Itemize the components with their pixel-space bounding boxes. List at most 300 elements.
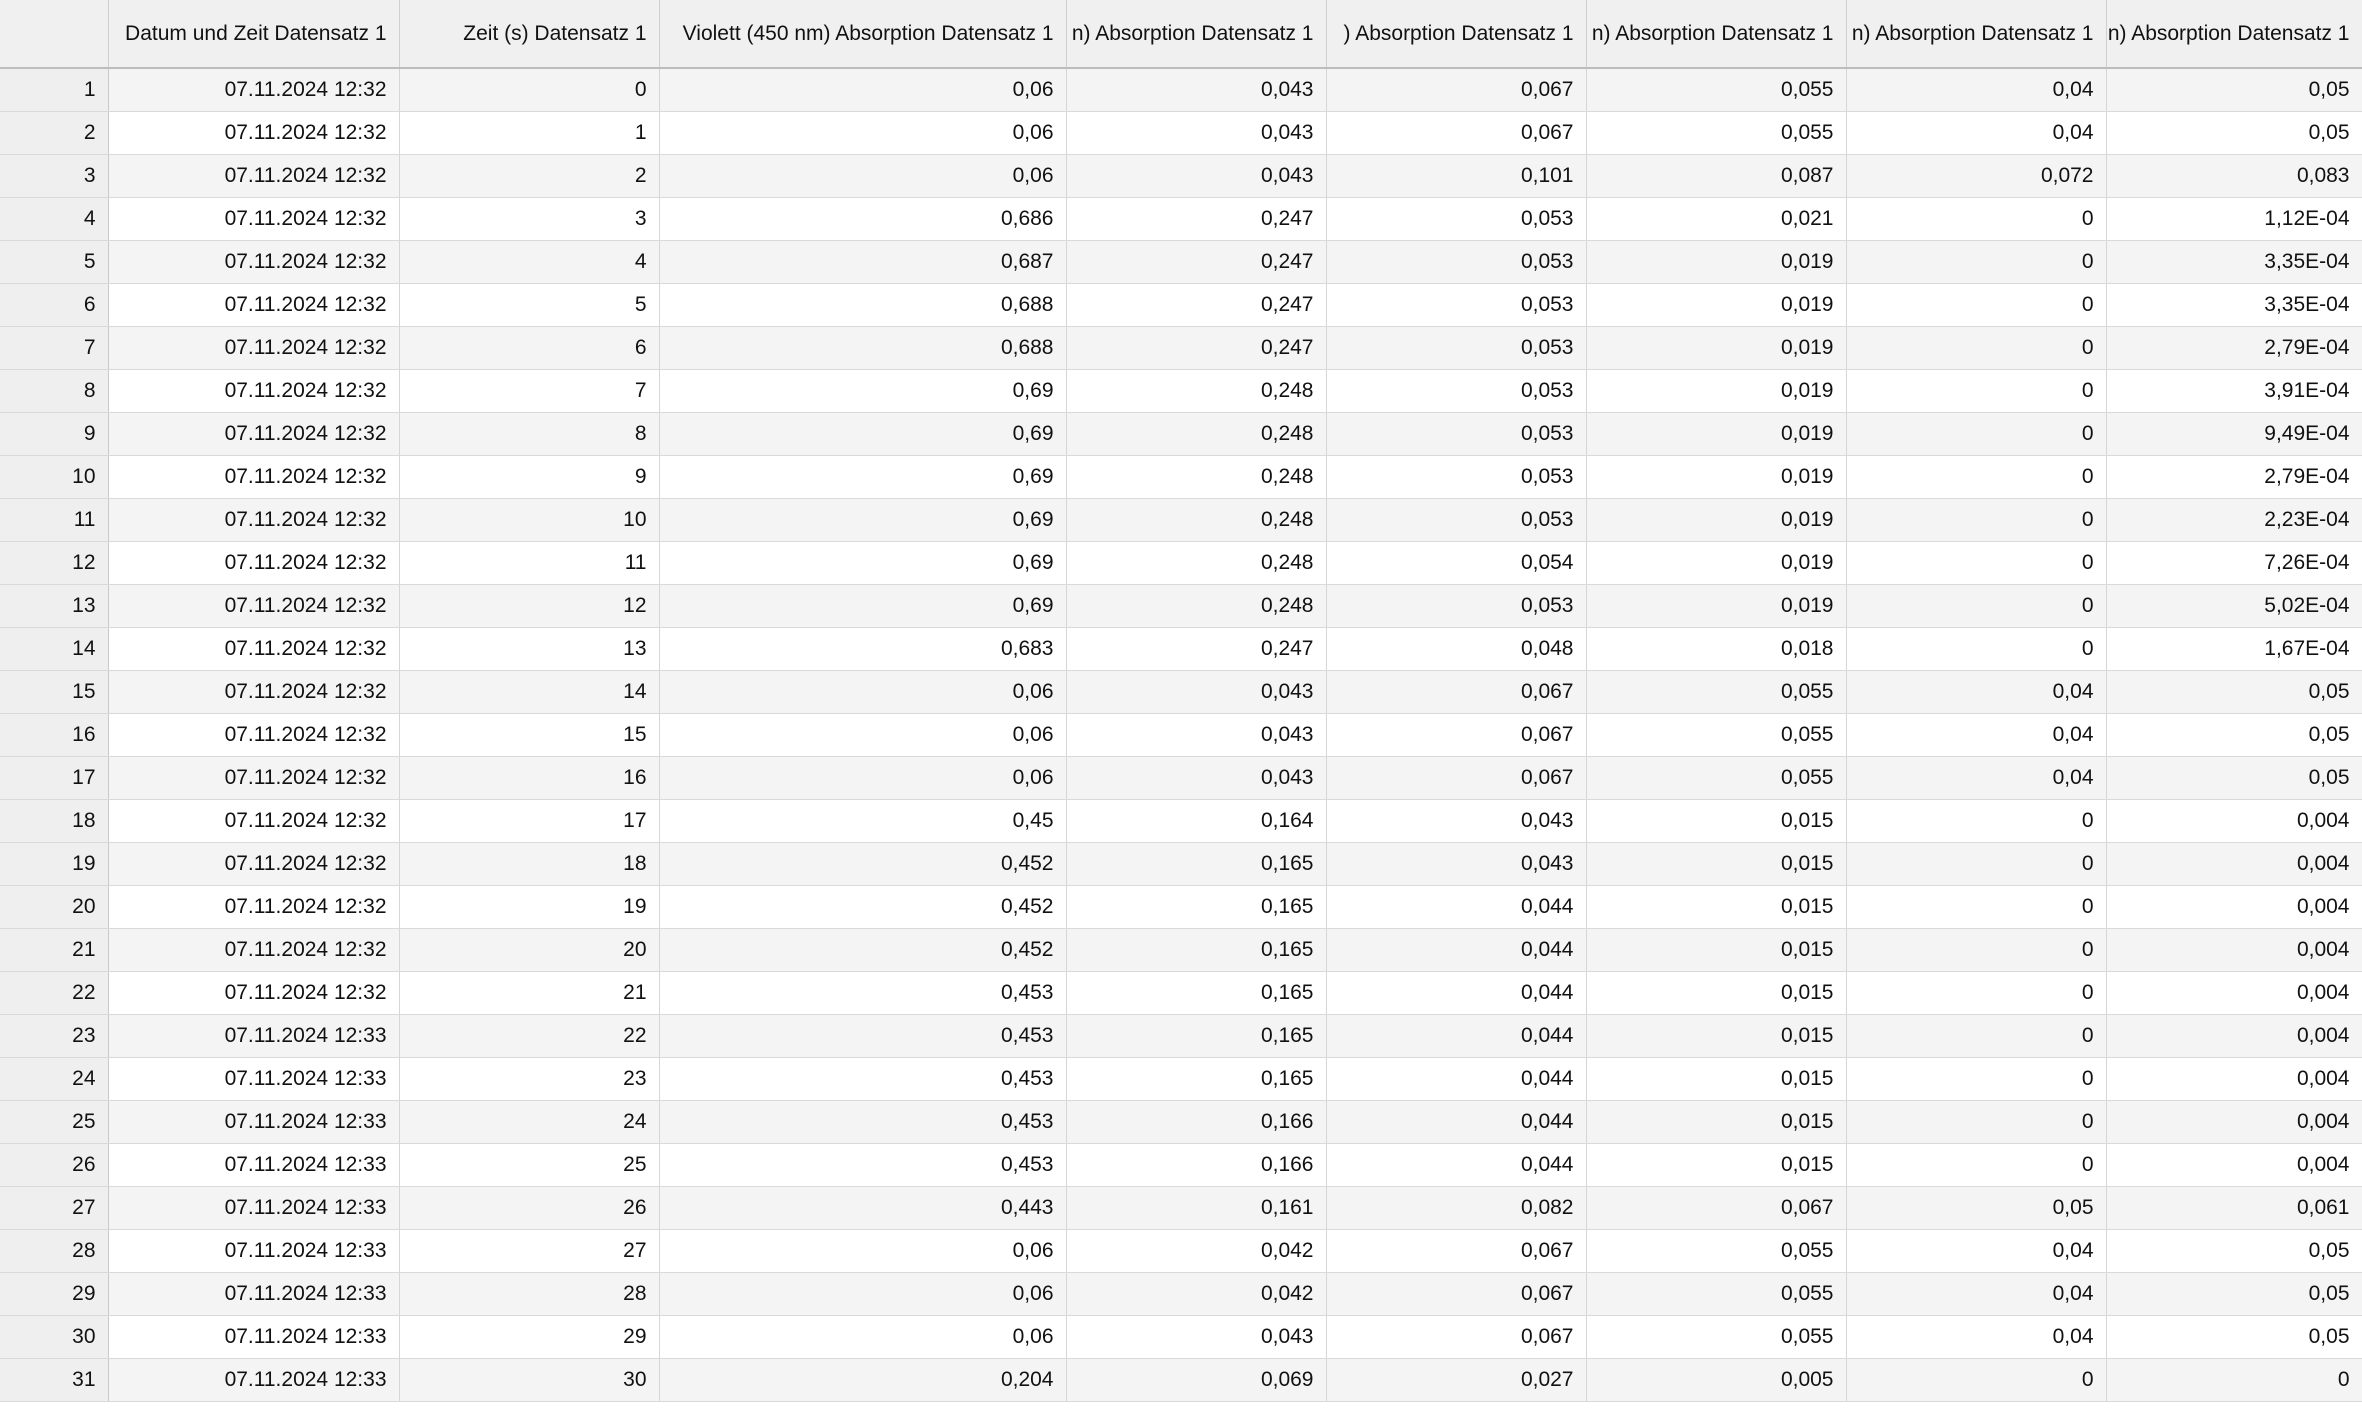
cell-datum-zeit[interactable]: 07.11.2024 12:32 [108,68,399,112]
table-row[interactable] [0,1015,2362,1058]
cell-absorption-5[interactable]: 0,04 [1846,714,2106,757]
cell-absorption-2[interactable]: 0,248 [1066,413,1326,456]
cell-violett[interactable]: 0,06 [659,155,1066,198]
cell-zeit[interactable]: 23 [399,1058,659,1101]
cell-violett[interactable]: 0,06 [659,68,1066,112]
table-row[interactable] [0,886,2362,929]
cell-zeit[interactable]: 9 [399,456,659,499]
cell-absorption-6[interactable]: 5,02E-04 [2106,585,2362,628]
cell-datum-zeit[interactable]: 07.11.2024 12:32 [108,284,399,327]
cell-absorption-5[interactable]: 0,04 [1846,1316,2106,1359]
cell-zeit[interactable]: 24 [399,1101,659,1144]
cell-zeit[interactable]: 6 [399,327,659,370]
cell-absorption-3[interactable]: 0,053 [1326,284,1586,327]
cell-absorption-6[interactable]: 2,23E-04 [2106,499,2362,542]
table-row[interactable] [0,241,2362,284]
cell-absorption-6[interactable]: 0,004 [2106,800,2362,843]
cell-absorption-3[interactable]: 0,067 [1326,757,1586,800]
row-number[interactable]: 31 [0,1359,108,1402]
cell-absorption-3[interactable]: 0,044 [1326,929,1586,972]
cell-absorption-5[interactable]: 0,04 [1846,68,2106,112]
cell-absorption-4[interactable]: 0,055 [1586,112,1846,155]
cell-absorption-6[interactable]: 0,004 [2106,886,2362,929]
cell-datum-zeit[interactable]: 07.11.2024 12:32 [108,542,399,585]
cell-datum-zeit[interactable]: 07.11.2024 12:32 [108,456,399,499]
cell-violett[interactable]: 0,69 [659,585,1066,628]
cell-violett[interactable]: 0,06 [659,112,1066,155]
table-row[interactable] [0,1058,2362,1101]
cell-absorption-3[interactable]: 0,067 [1326,112,1586,155]
cell-absorption-6[interactable]: 0,004 [2106,929,2362,972]
cell-violett[interactable]: 0,06 [659,1316,1066,1359]
cell-absorption-2[interactable]: 0,165 [1066,972,1326,1015]
cell-violett[interactable]: 0,443 [659,1187,1066,1230]
row-number[interactable]: 27 [0,1187,108,1230]
cell-violett[interactable]: 0,69 [659,370,1066,413]
row-number[interactable]: 2 [0,112,108,155]
cell-absorption-2[interactable]: 0,248 [1066,542,1326,585]
cell-datum-zeit[interactable]: 07.11.2024 12:32 [108,241,399,284]
column-header-violett-absorption[interactable]: Violett (450 nm) Absorption Datensatz 1 [659,0,1066,68]
cell-absorption-4[interactable]: 0,055 [1586,1316,1846,1359]
cell-absorption-6[interactable]: 0,05 [2106,1316,2362,1359]
cell-absorption-2[interactable]: 0,043 [1066,714,1326,757]
table-row[interactable] [0,1230,2362,1273]
cell-zeit[interactable]: 16 [399,757,659,800]
cell-datum-zeit[interactable]: 07.11.2024 12:32 [108,112,399,155]
row-number[interactable]: 17 [0,757,108,800]
cell-violett[interactable]: 0,453 [659,1144,1066,1187]
cell-absorption-3[interactable]: 0,101 [1326,155,1586,198]
cell-absorption-2[interactable]: 0,043 [1066,112,1326,155]
cell-absorption-6[interactable]: 0,083 [2106,155,2362,198]
cell-absorption-5[interactable]: 0 [1846,1101,2106,1144]
cell-absorption-4[interactable]: 0,005 [1586,1359,1846,1402]
cell-zeit[interactable]: 7 [399,370,659,413]
cell-absorption-2[interactable]: 0,247 [1066,628,1326,671]
cell-datum-zeit[interactable]: 07.11.2024 12:32 [108,714,399,757]
cell-absorption-5[interactable]: 0 [1846,800,2106,843]
cell-absorption-3[interactable]: 0,043 [1326,843,1586,886]
cell-absorption-5[interactable]: 0 [1846,456,2106,499]
cell-zeit[interactable]: 17 [399,800,659,843]
cell-absorption-3[interactable]: 0,053 [1326,241,1586,284]
cell-zeit[interactable]: 10 [399,499,659,542]
cell-absorption-5[interactable]: 0 [1846,843,2106,886]
row-number[interactable]: 3 [0,155,108,198]
cell-zeit[interactable]: 21 [399,972,659,1015]
cell-absorption-2[interactable]: 0,165 [1066,843,1326,886]
row-number-header[interactable] [0,0,108,68]
row-number[interactable]: 29 [0,1273,108,1316]
cell-absorption-6[interactable]: 3,91E-04 [2106,370,2362,413]
cell-absorption-4[interactable]: 0,055 [1586,757,1846,800]
cell-absorption-4[interactable]: 0,015 [1586,800,1846,843]
cell-absorption-2[interactable]: 0,165 [1066,1058,1326,1101]
cell-absorption-5[interactable]: 0 [1846,972,2106,1015]
cell-violett[interactable]: 0,45 [659,800,1066,843]
cell-absorption-2[interactable]: 0,043 [1066,1316,1326,1359]
cell-absorption-2[interactable]: 0,165 [1066,1015,1326,1058]
cell-absorption-3[interactable]: 0,053 [1326,456,1586,499]
cell-zeit[interactable]: 12 [399,585,659,628]
cell-absorption-5[interactable]: 0 [1846,1359,2106,1402]
cell-violett[interactable]: 0,687 [659,241,1066,284]
cell-absorption-2[interactable]: 0,069 [1066,1359,1326,1402]
cell-absorption-4[interactable]: 0,055 [1586,1230,1846,1273]
cell-absorption-5[interactable]: 0,04 [1846,1230,2106,1273]
cell-datum-zeit[interactable]: 07.11.2024 12:32 [108,628,399,671]
cell-absorption-4[interactable]: 0,019 [1586,327,1846,370]
cell-absorption-5[interactable]: 0 [1846,370,2106,413]
cell-violett[interactable]: 0,06 [659,1230,1066,1273]
cell-zeit[interactable]: 18 [399,843,659,886]
cell-zeit[interactable]: 15 [399,714,659,757]
cell-absorption-3[interactable]: 0,043 [1326,800,1586,843]
cell-absorption-6[interactable]: 3,35E-04 [2106,284,2362,327]
table-row[interactable] [0,929,2362,972]
cell-absorption-6[interactable]: 0,004 [2106,1144,2362,1187]
cell-datum-zeit[interactable]: 07.11.2024 12:32 [108,198,399,241]
cell-datum-zeit[interactable]: 07.11.2024 12:32 [108,886,399,929]
table-row[interactable] [0,1101,2362,1144]
column-header-absorption-5[interactable]: n) Absorption Datensatz 1 [1846,0,2106,68]
table-row[interactable] [0,542,2362,585]
cell-violett[interactable]: 0,452 [659,843,1066,886]
cell-absorption-6[interactable]: 0,05 [2106,1273,2362,1316]
cell-zeit[interactable]: 20 [399,929,659,972]
cell-datum-zeit[interactable]: 07.11.2024 12:33 [108,1273,399,1316]
cell-violett[interactable]: 0,452 [659,929,1066,972]
cell-violett[interactable]: 0,453 [659,972,1066,1015]
cell-absorption-3[interactable]: 0,067 [1326,1316,1586,1359]
row-number[interactable]: 30 [0,1316,108,1359]
cell-zeit[interactable]: 2 [399,155,659,198]
row-number[interactable]: 15 [0,671,108,714]
cell-absorption-2[interactable]: 0,043 [1066,155,1326,198]
cell-violett[interactable]: 0,69 [659,413,1066,456]
cell-absorption-4[interactable]: 0,019 [1586,456,1846,499]
cell-absorption-5[interactable]: 0 [1846,327,2106,370]
cell-absorption-3[interactable]: 0,067 [1326,714,1586,757]
cell-datum-zeit[interactable]: 07.11.2024 12:33 [108,1058,399,1101]
row-number[interactable]: 22 [0,972,108,1015]
cell-zeit[interactable]: 3 [399,198,659,241]
cell-datum-zeit[interactable]: 07.11.2024 12:33 [108,1144,399,1187]
row-number[interactable]: 7 [0,327,108,370]
cell-absorption-4[interactable]: 0,087 [1586,155,1846,198]
cell-absorption-4[interactable]: 0,015 [1586,843,1846,886]
cell-absorption-2[interactable]: 0,165 [1066,886,1326,929]
table-row[interactable] [0,1187,2362,1230]
cell-datum-zeit[interactable]: 07.11.2024 12:33 [108,1316,399,1359]
cell-absorption-3[interactable]: 0,048 [1326,628,1586,671]
cell-absorption-6[interactable]: 0,004 [2106,1015,2362,1058]
cell-violett[interactable]: 0,69 [659,456,1066,499]
cell-absorption-5[interactable]: 0 [1846,198,2106,241]
cell-violett[interactable]: 0,06 [659,671,1066,714]
cell-absorption-4[interactable]: 0,019 [1586,585,1846,628]
cell-absorption-6[interactable]: 2,79E-04 [2106,456,2362,499]
row-number[interactable]: 18 [0,800,108,843]
cell-absorption-6[interactable]: 7,26E-04 [2106,542,2362,585]
row-number[interactable]: 5 [0,241,108,284]
row-number[interactable]: 13 [0,585,108,628]
table-row[interactable] [0,671,2362,714]
cell-absorption-3[interactable]: 0,044 [1326,1015,1586,1058]
cell-zeit[interactable]: 27 [399,1230,659,1273]
cell-absorption-4[interactable]: 0,015 [1586,1015,1846,1058]
row-number[interactable]: 26 [0,1144,108,1187]
cell-absorption-4[interactable]: 0,055 [1586,671,1846,714]
cell-zeit[interactable]: 4 [399,241,659,284]
cell-violett[interactable]: 0,453 [659,1015,1066,1058]
cell-absorption-2[interactable]: 0,043 [1066,757,1326,800]
column-header-absorption-4[interactable]: n) Absorption Datensatz 1 [1586,0,1846,68]
row-number[interactable]: 24 [0,1058,108,1101]
cell-absorption-2[interactable]: 0,248 [1066,370,1326,413]
cell-absorption-3[interactable]: 0,053 [1326,413,1586,456]
cell-datum-zeit[interactable]: 07.11.2024 12:33 [108,1359,399,1402]
cell-absorption-3[interactable]: 0,054 [1326,542,1586,585]
row-number[interactable]: 20 [0,886,108,929]
row-number[interactable]: 25 [0,1101,108,1144]
cell-zeit[interactable]: 1 [399,112,659,155]
cell-absorption-4[interactable]: 0,018 [1586,628,1846,671]
cell-zeit[interactable]: 14 [399,671,659,714]
cell-absorption-5[interactable]: 0 [1846,413,2106,456]
cell-absorption-3[interactable]: 0,044 [1326,972,1586,1015]
row-number[interactable]: 6 [0,284,108,327]
table-row[interactable] [0,499,2362,542]
table-row[interactable] [0,1316,2362,1359]
cell-absorption-5[interactable]: 0 [1846,585,2106,628]
cell-absorption-3[interactable]: 0,053 [1326,370,1586,413]
cell-absorption-2[interactable]: 0,164 [1066,800,1326,843]
cell-absorption-3[interactable]: 0,067 [1326,671,1586,714]
cell-absorption-3[interactable]: 0,053 [1326,585,1586,628]
cell-absorption-3[interactable]: 0,053 [1326,198,1586,241]
cell-absorption-6[interactable]: 0,05 [2106,112,2362,155]
table-row[interactable] [0,456,2362,499]
cell-absorption-5[interactable]: 0 [1846,499,2106,542]
cell-datum-zeit[interactable]: 07.11.2024 12:33 [108,1015,399,1058]
table-row[interactable] [0,327,2362,370]
cell-absorption-6[interactable]: 0 [2106,1359,2362,1402]
column-header-absorption-6[interactable]: n) Absorption Datensatz 1 [2106,0,2362,68]
cell-absorption-6[interactable]: 0,05 [2106,68,2362,112]
cell-absorption-4[interactable]: 0,019 [1586,499,1846,542]
cell-absorption-2[interactable]: 0,247 [1066,241,1326,284]
cell-absorption-4[interactable]: 0,015 [1586,1144,1846,1187]
cell-absorption-4[interactable]: 0,015 [1586,972,1846,1015]
cell-absorption-4[interactable]: 0,015 [1586,929,1846,972]
cell-absorption-2[interactable]: 0,248 [1066,585,1326,628]
cell-absorption-5[interactable]: 0 [1846,284,2106,327]
row-number[interactable]: 28 [0,1230,108,1273]
cell-datum-zeit[interactable]: 07.11.2024 12:32 [108,585,399,628]
cell-datum-zeit[interactable]: 07.11.2024 12:32 [108,757,399,800]
cell-absorption-3[interactable]: 0,053 [1326,499,1586,542]
table-row[interactable] [0,370,2362,413]
cell-absorption-5[interactable]: 0 [1846,241,2106,284]
cell-absorption-3[interactable]: 0,044 [1326,886,1586,929]
table-row[interactable] [0,112,2362,155]
table-row[interactable] [0,1273,2362,1316]
column-header-absorption-3[interactable]: ) Absorption Datensatz 1 [1326,0,1586,68]
cell-absorption-5[interactable]: 0 [1846,886,2106,929]
row-number[interactable]: 10 [0,456,108,499]
cell-absorption-2[interactable]: 0,166 [1066,1144,1326,1187]
table-row[interactable] [0,198,2362,241]
column-header-zeit[interactable]: Zeit (s) Datensatz 1 [399,0,659,68]
cell-absorption-6[interactable]: 0,05 [2106,671,2362,714]
cell-absorption-4[interactable]: 0,067 [1586,1187,1846,1230]
cell-datum-zeit[interactable]: 07.11.2024 12:32 [108,499,399,542]
cell-violett[interactable]: 0,452 [659,886,1066,929]
cell-absorption-6[interactable]: 3,35E-04 [2106,241,2362,284]
cell-absorption-3[interactable]: 0,044 [1326,1058,1586,1101]
cell-zeit[interactable]: 11 [399,542,659,585]
cell-absorption-6[interactable]: 9,49E-04 [2106,413,2362,456]
cell-absorption-5[interactable]: 0 [1846,929,2106,972]
cell-absorption-6[interactable]: 1,12E-04 [2106,198,2362,241]
row-number[interactable]: 4 [0,198,108,241]
cell-datum-zeit[interactable]: 07.11.2024 12:33 [108,1230,399,1273]
cell-zeit[interactable]: 30 [399,1359,659,1402]
cell-absorption-5[interactable]: 0,04 [1846,112,2106,155]
column-header-absorption-2[interactable]: n) Absorption Datensatz 1 [1066,0,1326,68]
table-row[interactable] [0,714,2362,757]
cell-violett[interactable]: 0,688 [659,284,1066,327]
cell-datum-zeit[interactable]: 07.11.2024 12:32 [108,671,399,714]
cell-absorption-2[interactable]: 0,043 [1066,68,1326,112]
cell-absorption-2[interactable]: 0,161 [1066,1187,1326,1230]
cell-absorption-2[interactable]: 0,248 [1066,499,1326,542]
table-row[interactable] [0,413,2362,456]
cell-absorption-5[interactable]: 0 [1846,1015,2106,1058]
cell-absorption-5[interactable]: 0,072 [1846,155,2106,198]
cell-zeit[interactable]: 0 [399,68,659,112]
cell-zeit[interactable]: 19 [399,886,659,929]
cell-violett[interactable]: 0,686 [659,198,1066,241]
cell-violett[interactable]: 0,06 [659,757,1066,800]
cell-absorption-3[interactable]: 0,053 [1326,327,1586,370]
cell-absorption-3[interactable]: 0,044 [1326,1144,1586,1187]
cell-violett[interactable]: 0,06 [659,714,1066,757]
cell-absorption-5[interactable]: 0 [1846,542,2106,585]
row-number[interactable]: 12 [0,542,108,585]
cell-absorption-3[interactable]: 0,067 [1326,68,1586,112]
cell-absorption-5[interactable]: 0,04 [1846,757,2106,800]
cell-datum-zeit[interactable]: 07.11.2024 12:32 [108,327,399,370]
cell-zeit[interactable]: 25 [399,1144,659,1187]
cell-zeit[interactable]: 5 [399,284,659,327]
cell-absorption-4[interactable]: 0,055 [1586,714,1846,757]
row-number[interactable]: 19 [0,843,108,886]
row-number[interactable]: 23 [0,1015,108,1058]
cell-absorption-6[interactable]: 0,004 [2106,843,2362,886]
cell-datum-zeit[interactable]: 07.11.2024 12:33 [108,1187,399,1230]
cell-absorption-4[interactable]: 0,021 [1586,198,1846,241]
cell-absorption-4[interactable]: 0,055 [1586,68,1846,112]
cell-datum-zeit[interactable]: 07.11.2024 12:32 [108,370,399,413]
table-row[interactable] [0,1359,2362,1402]
cell-absorption-2[interactable]: 0,247 [1066,284,1326,327]
cell-absorption-5[interactable]: 0 [1846,1058,2106,1101]
cell-absorption-6[interactable]: 1,67E-04 [2106,628,2362,671]
cell-absorption-2[interactable]: 0,042 [1066,1273,1326,1316]
cell-absorption-4[interactable]: 0,019 [1586,542,1846,585]
cell-absorption-6[interactable]: 0,05 [2106,1230,2362,1273]
cell-violett[interactable]: 0,69 [659,542,1066,585]
row-number[interactable]: 21 [0,929,108,972]
cell-zeit[interactable]: 28 [399,1273,659,1316]
cell-absorption-5[interactable]: 0,05 [1846,1187,2106,1230]
cell-absorption-4[interactable]: 0,015 [1586,1058,1846,1101]
cell-absorption-2[interactable]: 0,042 [1066,1230,1326,1273]
cell-absorption-5[interactable]: 0,04 [1846,671,2106,714]
cell-absorption-6[interactable]: 0,004 [2106,972,2362,1015]
cell-violett[interactable]: 0,69 [659,499,1066,542]
cell-violett[interactable]: 0,06 [659,1273,1066,1316]
cell-absorption-6[interactable]: 2,79E-04 [2106,327,2362,370]
cell-zeit[interactable]: 13 [399,628,659,671]
row-number[interactable]: 9 [0,413,108,456]
cell-violett[interactable]: 0,453 [659,1058,1066,1101]
cell-absorption-5[interactable]: 0 [1846,1144,2106,1187]
cell-absorption-6[interactable]: 0,004 [2106,1101,2362,1144]
cell-absorption-3[interactable]: 0,067 [1326,1230,1586,1273]
row-number[interactable]: 14 [0,628,108,671]
table-row[interactable] [0,628,2362,671]
cell-violett[interactable]: 0,688 [659,327,1066,370]
cell-absorption-3[interactable]: 0,027 [1326,1359,1586,1402]
cell-absorption-4[interactable]: 0,019 [1586,413,1846,456]
cell-zeit[interactable]: 26 [399,1187,659,1230]
row-number[interactable]: 1 [0,68,108,112]
table-row[interactable] [0,800,2362,843]
cell-absorption-6[interactable]: 0,004 [2106,1058,2362,1101]
cell-absorption-3[interactable]: 0,044 [1326,1101,1586,1144]
row-number[interactable]: 11 [0,499,108,542]
cell-absorption-2[interactable]: 0,247 [1066,327,1326,370]
table-row[interactable] [0,1144,2362,1187]
table-row[interactable] [0,972,2362,1015]
cell-absorption-4[interactable]: 0,055 [1586,1273,1846,1316]
cell-zeit[interactable]: 29 [399,1316,659,1359]
table-row[interactable] [0,585,2362,628]
cell-absorption-4[interactable]: 0,015 [1586,886,1846,929]
cell-absorption-6[interactable]: 0,061 [2106,1187,2362,1230]
cell-absorption-3[interactable]: 0,067 [1326,1273,1586,1316]
table-row[interactable] [0,843,2362,886]
cell-absorption-5[interactable]: 0 [1846,628,2106,671]
cell-absorption-6[interactable]: 0,05 [2106,757,2362,800]
cell-absorption-4[interactable]: 0,019 [1586,241,1846,284]
cell-datum-zeit[interactable]: 07.11.2024 12:32 [108,972,399,1015]
cell-datum-zeit[interactable]: 07.11.2024 12:32 [108,155,399,198]
cell-absorption-4[interactable]: 0,015 [1586,1101,1846,1144]
cell-absorption-4[interactable]: 0,019 [1586,370,1846,413]
table-row[interactable] [0,155,2362,198]
cell-violett[interactable]: 0,453 [659,1101,1066,1144]
cell-datum-zeit[interactable]: 07.11.2024 12:32 [108,929,399,972]
cell-absorption-2[interactable]: 0,165 [1066,929,1326,972]
cell-violett[interactable]: 0,683 [659,628,1066,671]
cell-absorption-2[interactable]: 0,247 [1066,198,1326,241]
row-number[interactable]: 16 [0,714,108,757]
